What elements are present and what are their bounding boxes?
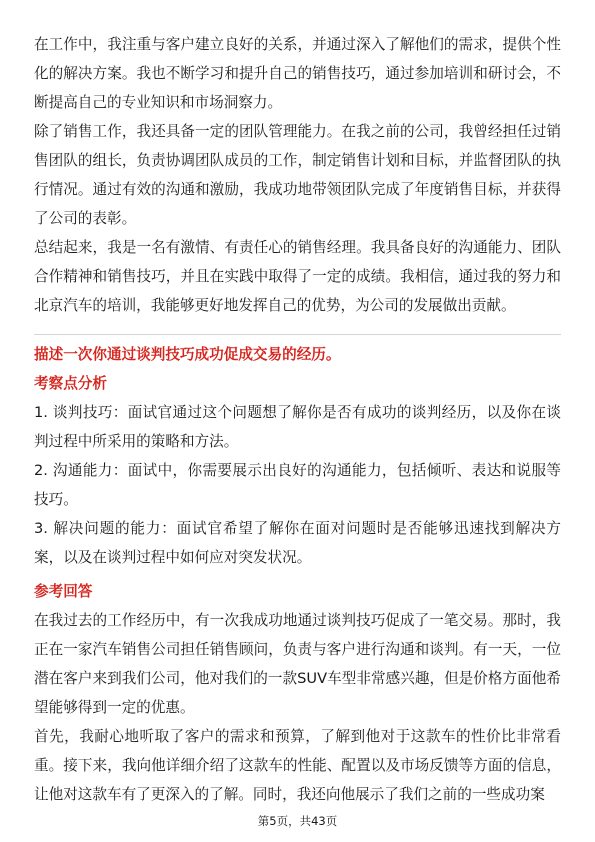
analysis-heading: 考察点分析 — [34, 375, 107, 392]
section-divider — [34, 334, 561, 335]
answer-paragraph: 首先，我耐心地听取了客户的需求和预算，了解到他对于这款车的性价比非常看重。接下来，我向他详细介绍了这款车的性能、配置以及市场反馈等方面的信息，让他对这款车有了更深入的了解。同时，我还向他展示了我们之前的一些成功案 — [34, 728, 561, 803]
page-footer: 第5页，共43页 — [257, 814, 338, 828]
analysis-item: 2. 沟通能力：面试中，你需要展示出良好的沟通能力，包括倾听、表达和说服等技巧。 — [34, 462, 561, 508]
intro-paragraph: 在工作中，我注重与客户建立良好的关系，并通过深入了解他们的需求，提供个性化的解决方案。我也不断学习和提升自己的销售技巧，通过参加培训和研讨会，不断提高自己的专业知识和市场洞察力。 — [34, 36, 561, 111]
intro-paragraph: 总结起来，我是一名有激情、有责任心的销售经理。我具备良好的沟通能力、团队合作精神和销售技巧，并且在实践中取得了一定的成绩。我相信，通过我的努力和北京汽车的培训，我能够更好地发挥自己的优势，为公司的发展做出贡献。 — [34, 239, 561, 314]
document-page — [34, 30, 561, 809]
intro-paragraph: 除了销售工作，我还具备一定的团队管理能力。在我之前的公司，我曾经担任过销售团队的组长，负责协调团队成员的工作，制定销售计划和目标，并监督团队的执行情况。通过有效的沟通和激励，我成功地带领团队完成了年度销售目标，并获得了公司的表彰。 — [34, 123, 561, 227]
answer-paragraph: 在我过去的工作经历中，有一次我成功地通过谈判技巧促成了一笔交易。那时，我正在一家汽车销售公司担任销售顾问，负责与客户进行沟通和谈判。有一天，一位潜在客户来到我们公司，他对我们的一款SUV车型非常感兴趣，但是价格方面他希望能够得到一定的优惠。 — [34, 612, 561, 716]
analysis-item: 1. 谈判技巧：面试官通过这个问题想了解你是否有成功的谈判经历，以及你在谈判过程中所采用的策略和方法。 — [34, 404, 561, 450]
analysis-item: 3. 解决问题的能力：面试官希望了解你在面对问题时是否能够迅速找到解决方案，以及在谈判过程中如何应对突发状况。 — [34, 520, 561, 566]
question-title: 描述一次你通过谈判技巧成功促成交易的经历。 — [34, 346, 341, 363]
answer-heading: 参考回答 — [34, 583, 93, 600]
